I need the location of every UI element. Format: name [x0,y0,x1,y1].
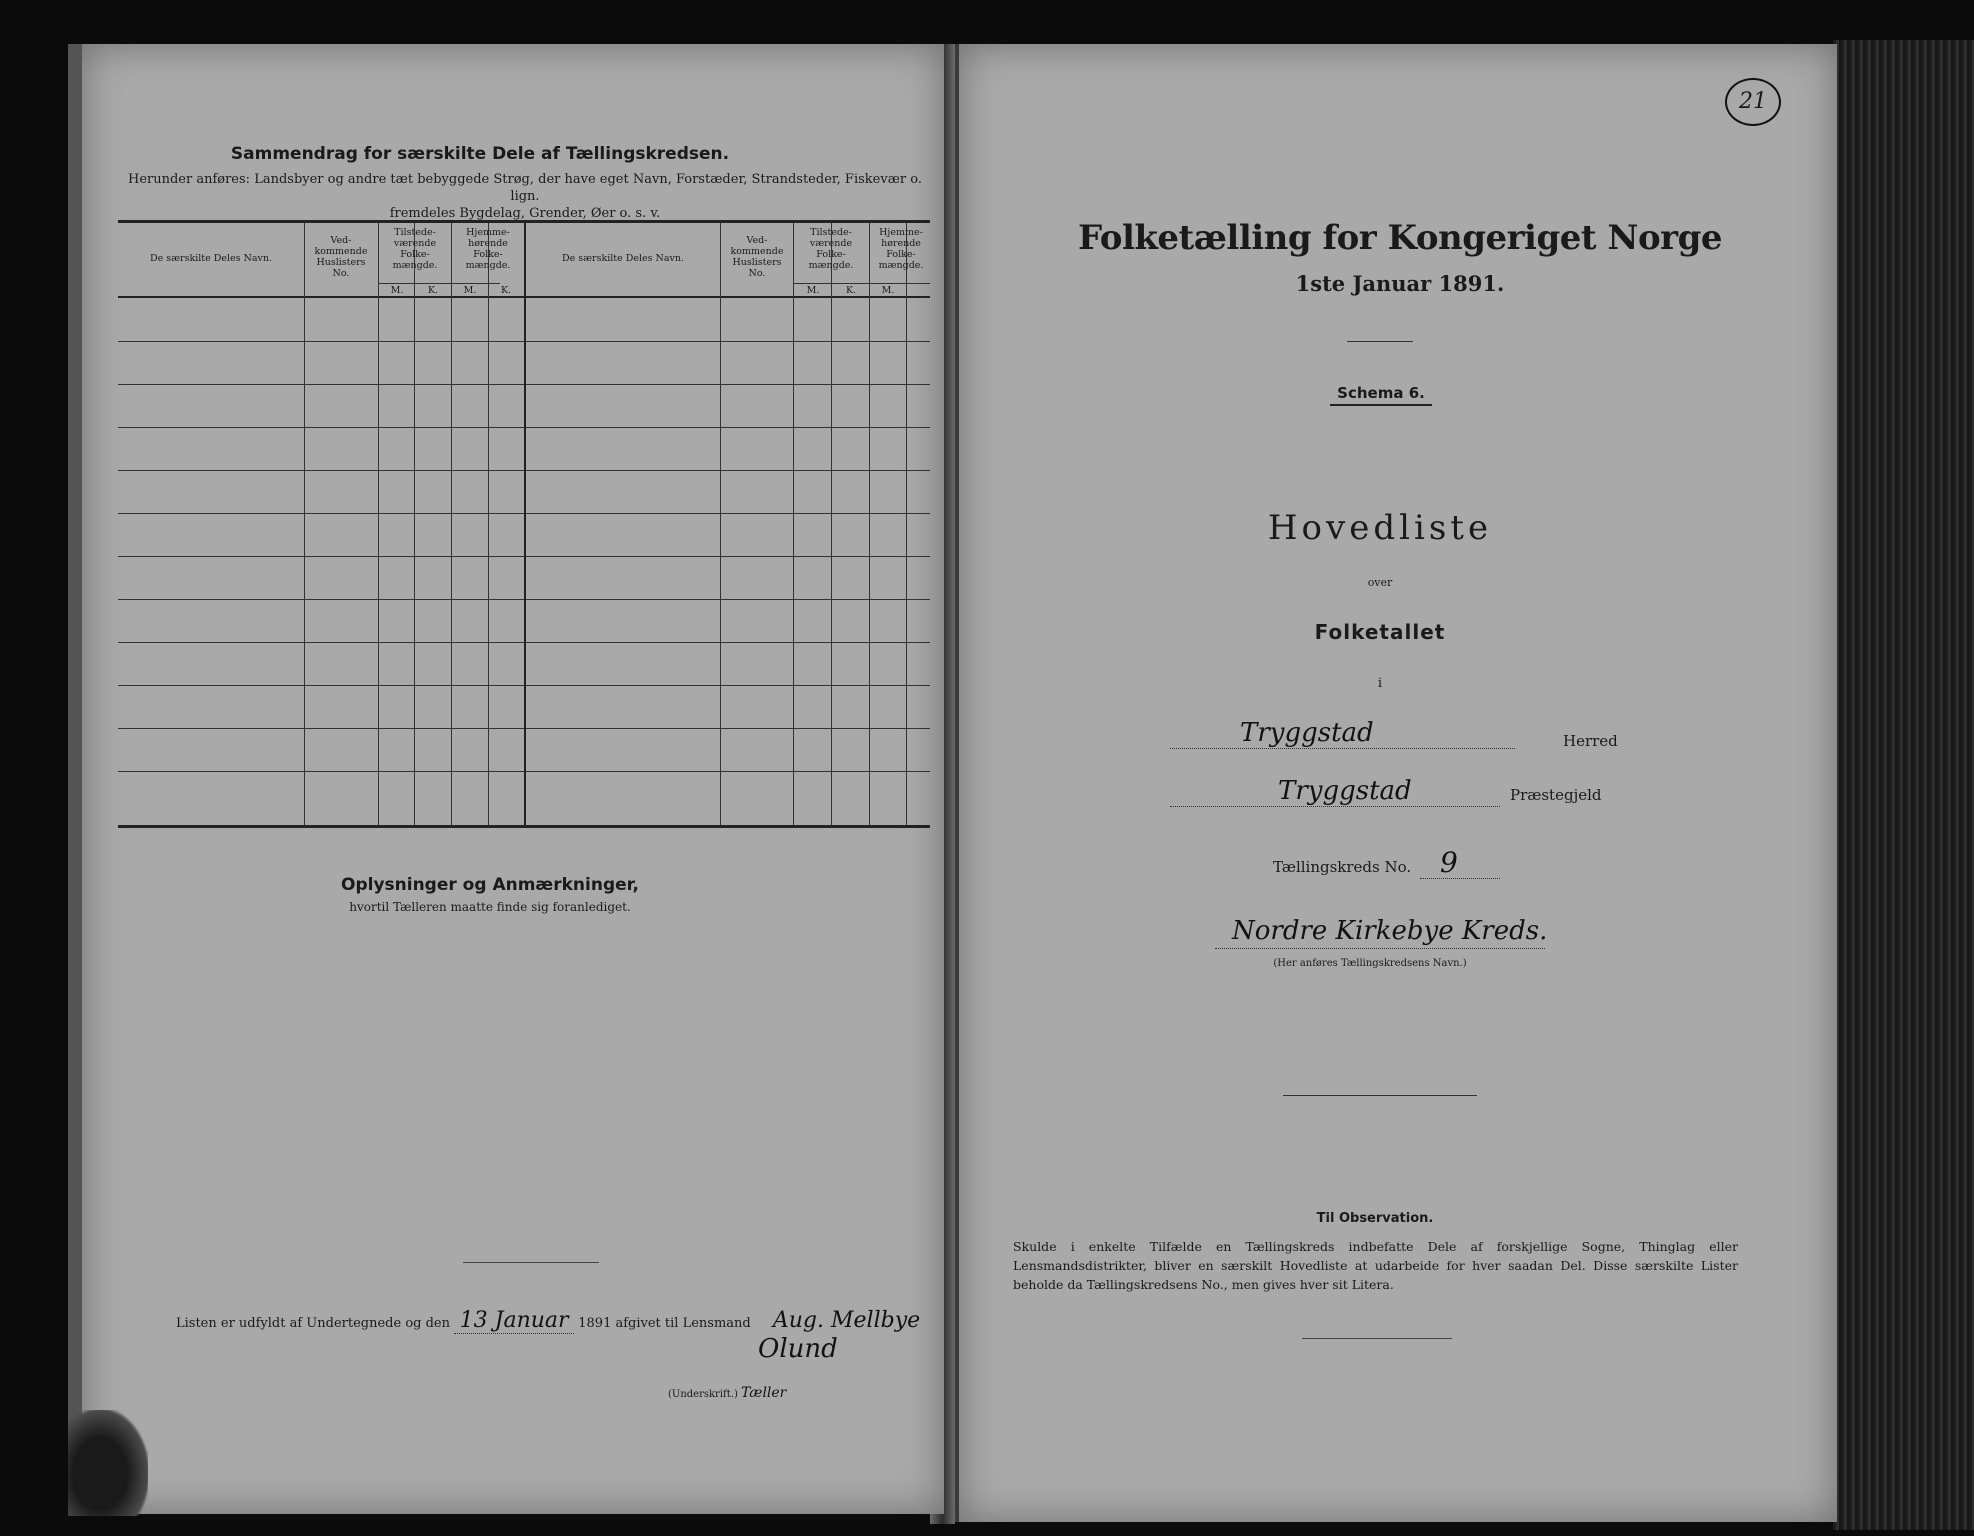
underskrift-hand: Tæller [741,1385,787,1401]
signature-lensmand: Aug. Mellbye [772,1308,921,1333]
kreds-dotline [1420,878,1500,879]
header-present: Tilstede-værende Folke-mængde. [808,227,854,271]
summary-subtitle [120,171,930,222]
header-resident: Hjemme-hørende Folke-mængde. [465,227,511,271]
listen-year: 1891 afgivet til Lensmand [578,1316,751,1331]
observation-title: Til Observation. [1316,1211,1434,1226]
bottom-rule [1302,1338,1452,1339]
remarks-subtitle: hvortil Tælleren maatte finde sig foranlediget. [349,900,631,914]
over-text: over [1367,576,1393,589]
census-date: 1ste Januar 1891. [1295,271,1505,296]
schema-label: Schema 6. [1330,384,1432,406]
summary-table [118,220,930,828]
herred-dotline [1170,748,1515,749]
hovedliste-heading: Hovedliste [1267,508,1493,548]
page-number: 21 [1725,78,1781,126]
col-line-center [524,223,526,825]
col-line [906,223,907,825]
header-name: De særskilte Deles Navn. [561,253,685,264]
header-k: K. [427,285,439,296]
header-m: M. [806,285,820,296]
col-line [488,223,489,825]
col-line [304,223,305,825]
col-line [869,223,870,825]
kreds-note: (Her anføres Tællingskredsens Navn.) [1273,958,1467,969]
herred-label: Herred [1563,732,1618,750]
col-line [793,223,794,825]
kreds-value: 9 [1440,846,1458,879]
section-rule [1283,1095,1477,1096]
main-title: Folketælling for Kongeriget Norge [1077,218,1722,258]
herred-value: Tryggstad [1240,718,1374,748]
listen-date: 13 Januar [454,1308,574,1334]
kreds-label: Tællingskreds No. [1273,858,1412,876]
col-line [414,223,415,825]
prestegjeld-label: Præstegjeld [1510,786,1602,804]
listen-line [176,1308,920,1334]
summary-subtitle-line2: fremdeles Bygdelag, Grender, Øer o. s. v. [389,206,661,221]
header-list-no: Ved-kommende Huslisters No. [314,235,368,279]
folketallet-heading: Folketallet [1314,620,1446,644]
summary-subtitle-line1: Herunder anføres: Landsbyer og andre tæt bebyggede Strøg, der have eget Navn, Forstæder, Strandsteder, Fiskevær o. lign. [127,172,922,204]
i-text: i [1377,676,1383,691]
signature-teller: Olund [758,1334,838,1364]
header-name: De særskilte Deles Navn. [149,253,273,264]
underskrift-label: (Underskrift.) [668,1389,738,1400]
remarks-title: Oplysninger og Anmærkninger, [341,875,639,895]
header-k: K. [845,285,857,296]
subheader-rule-b [793,283,930,284]
signature-rule [463,1262,599,1263]
col-line [831,223,832,825]
col-line [451,223,452,825]
header-m: M. [390,285,404,296]
subheader-rule-a [378,283,500,284]
header-list-no: Ved-kommende Huslisters No. [730,235,784,279]
observation-text: Skulde i enkelte Tilfælde en Tællingskreds indbefatte Dele af forskjellige Sogne, Thinglag eller Lensmandsdistrikter, bliver en særskilt Hovedliste at udarbeide for hver saadan Del. Disse særskilte Lister beholde da Tællingskredsens No., men gives hver sit Litera. [1013,1239,1738,1292]
header-present: Tilstede-værende Folke-mængde. [392,227,438,271]
header-k: K. [500,285,512,296]
title-rule [1347,341,1413,342]
col-line [720,223,721,825]
col-line [378,223,379,825]
book-page-edges [1833,40,1974,1530]
summary-title: Sammendrag for særskilte Dele af Tællingskredsen. [230,144,730,164]
prestegjeld-dotline [1170,806,1500,807]
thumb-shadow [68,1410,148,1516]
header-m: M. [463,285,477,296]
prestegjeld-value: Tryggstad [1278,776,1412,806]
header-resident: Hjemme-hørende Folke-mængde. [878,227,924,271]
kreds-name-dotline [1215,948,1545,949]
underskrift-line [668,1385,786,1401]
header-m: M. [881,285,895,296]
listen-prefix: Listen er udfyldt af Undertegnede og den [176,1316,450,1331]
kreds-name: Nordre Kirkebye Kreds. [1232,916,1548,946]
